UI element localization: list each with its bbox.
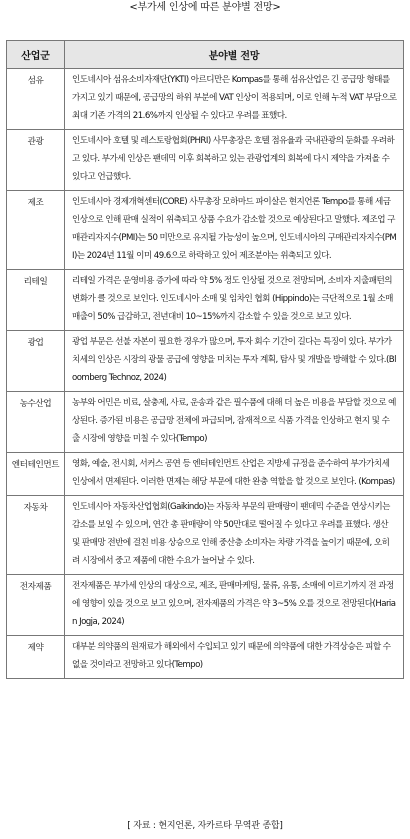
- document-title: <부가세 인상에 따른 분야별 전망>: [129, 2, 281, 13]
- source-note: [ 자료 : 현지언론, 자카르타 무역관 종합]: [127, 821, 283, 831]
- industry-cell: 광업: [7, 331, 65, 392]
- outlook-cell: 광업 부문은 선불 자본이 필요한 경우가 많으며, 투자 회수 기간이 길다는 특징이 있다. 부가가치세의 인상은 시장의 광물 공급에 영향을 미치는 투자 계획, 탐사 및 개발을 방해할 수 있다.(Bloomberg Technoz, 2024): [65, 331, 404, 392]
- table-row-entertainment: [7, 453, 404, 496]
- industry-cell: 제약: [7, 636, 65, 679]
- table-row-tourism: [7, 130, 404, 191]
- industry-cell: 제조: [7, 191, 65, 270]
- industry-cell: 관광: [7, 130, 65, 191]
- industry-cell: 농수산업: [7, 392, 65, 453]
- outlook-cell: 대부분 의약품의 원재료가 해외에서 수입되고 있기 때문에 의약품에 대한 가격상승은 피할 수 없을 것이라고 전망하고 있다(Tempo): [65, 636, 404, 679]
- table-row-mining: [7, 331, 404, 392]
- table-row-agriculture: [7, 392, 404, 453]
- industry-cell: 리테일: [7, 270, 65, 331]
- industry-cell: 전자제품: [7, 575, 65, 636]
- outlook-cell: 리테일 가격은 운영비용 증가에 따라 약 5% 정도 인상될 것으로 전망되며, 소비자 지출패턴의 변화가 클 것으로 보인다. 인도네시아 소매 및 임차인 협회 (Hippindo)는 극단적으로 1월 소매매출이 50% 급감하고, 전년대비 10~15%까지 감소할 수 있을 것으로 보고 있다.: [65, 270, 404, 331]
- industry-cell: 섬유: [7, 69, 65, 130]
- table-row-automotive: [7, 496, 404, 575]
- industry-cell: 자동차: [7, 496, 65, 575]
- outlook-cell: 인도네시아 자동차산업협회(Gaikindo)는 자동차 부문의 판매량이 팬데믹 수준을 연상시키는 감소를 보일 수 있으며, 연간 총 판매량이 약 50만대로 떨어질 수 있다고 우려를 표했다. 생산 및 판매망 전반에 걸친 비용 상승으로 인해 중산층 소비자는 차량 가격을 높이기 때문에, 오히려 시장에서 중고 제품에 대한 수요가 늘어날 수 있다.: [65, 496, 404, 575]
- industry-cell: 엔터테인먼트: [7, 453, 65, 496]
- table-row-pharma: [7, 636, 404, 679]
- industry-outlook-table: [6, 40, 404, 679]
- outlook-cell: 전자제품은 부가세 인상의 대상으로, 제조, 판매마케팅, 물류, 유통, 소매에 이르기까지 전 과정에 영향이 있을 것으로 보고 있으며, 전자제품의 가격은 약 3~5% 오를 것으로 전망된다(Harian Jogja, 2024): [65, 575, 404, 636]
- table-header-row: [7, 41, 404, 69]
- outlook-cell: 영화, 예술, 전시회, 서커스 공연 등 엔터테인먼트 산업은 지방세 규정을 준수하여 부가가치세 인상에서 면제된다. 이러한 면제는 해당 부문에 대한 완충 역할을 할 것으로 보인다. (Kompas): [65, 453, 404, 496]
- table-row-textile: [7, 69, 404, 130]
- outlook-cell: 농부와 어민은 비료, 살충제, 사료, 운송과 같은 필수품에 대해 더 높은 비용을 부담할 것으로 예상된다. 증가된 비용은 공급망 전체에 파급되며, 잠재적으로 식품 가격을 인상하고 현지 및 수출 시장에 영향을 미칠 수 있다(Tempo): [65, 392, 404, 453]
- outlook-cell: 인도네시아 섬유소비자재단(YKTI) 아르디만은 Kompas를 통해 섬유산업은 긴 공급망 형태를 가지고 있기 때문에, 공급망의 하위 부분에 VAT 인상이 적용되며, 이로 인해 누적 VAT 부담으로 최대 기존 가격의 21.6%까지 인상될 수 있다고 우려를 표했다.: [65, 69, 404, 130]
- header-outlook: 분야별 전망: [65, 41, 404, 69]
- table-row-manufacturing: [7, 191, 404, 270]
- outlook-cell: 인도네시아 경제개혁센터(CORE) 사무총장 모하마드 파이살은 현지언론 Tempo를 통해 세금 인상으로 인해 판매 실적이 위축되고 상품 수요가 감소할 것으로 예상된다고 말했다. 제조업 구매관리자지수(PMI)는 50 미만으로 유지될 가능성이 높으며, 인도네시아의 구매관리자지수(PMI)는 2024년 11월 이미 49.6으로 하락하고 있어 제조분야는 위축되고 있다.: [65, 191, 404, 270]
- outlook-cell: 인도네시아 호텔 및 레스토랑협회(PHRI) 사무총장은 호텔 점유율과 국내관광의 둔화를 우려하고 있다. 부가세 인상은 팬데믹 이후 회복하고 있는 관광업계의 회복에 다시 제약을 가져올 수 있다고 언급했다.: [65, 130, 404, 191]
- header-industry: 산업군: [7, 41, 65, 69]
- table-row-electronics: [7, 575, 404, 636]
- table-row-retail: [7, 270, 404, 331]
